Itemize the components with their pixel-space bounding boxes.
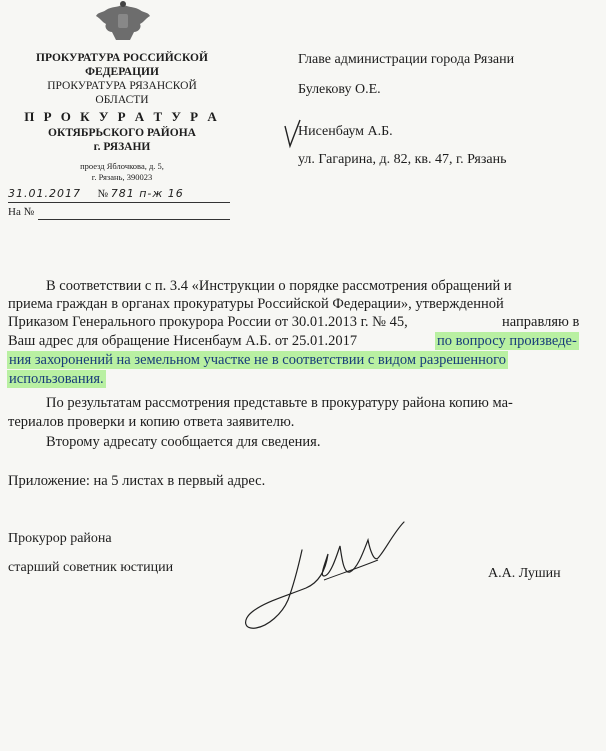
addressee-line2: Булекову О.Е. — [298, 82, 381, 97]
body-p1-line4a: Ваш адрес для обращение Нисенбаум А.Б. от 25.01.2017 — [8, 333, 358, 349]
registration-date: 31.01.2017 — [8, 187, 81, 200]
body-p1-line1: В соответствии с п. 3.4 «Инструкции о порядке рассмотрения обращений и — [46, 278, 512, 294]
reference-underline — [38, 219, 230, 220]
registration-underline — [8, 202, 230, 203]
signer-name: А.А. Лушин — [488, 566, 561, 581]
highlight-text: ния захоронений на земельном участке не в соответствии с видом разрешенного — [9, 352, 506, 368]
addressee-line1: Главе администрации города Рязани — [298, 52, 515, 67]
body-p3: Второму адресату сообщается для сведения. — [46, 434, 321, 450]
signer-title: Прокурор района — [8, 531, 112, 546]
district-name-line3: г. РЯЗАНИ — [93, 141, 151, 153]
addressee-line3: Нисенбаум А.Б. — [298, 124, 393, 139]
registration-line — [8, 187, 184, 200]
checkmark-icon — [282, 118, 304, 152]
region-name-line1: ПРОКУРАТУРА РЯЗАНСКОЙ — [47, 80, 197, 92]
body-p2-line2: териалов проверки и копию ответа заявителю. — [8, 414, 295, 430]
body-p2-line1: По результатам рассмотрения представьте в прокуратуру района копию ма- — [46, 395, 513, 411]
org-address-line2: г. Рязань, 390023 — [91, 172, 153, 182]
highlight-text: по вопросу произведе- — [437, 333, 577, 349]
body-p1-line3a: Приказом Генерального прокурора России от 30.01.2013 г. № 45, — [8, 314, 408, 330]
reference-label: На № — [8, 206, 35, 218]
highlight-text: использования. — [9, 371, 104, 387]
body-p1-line5-highlight — [8, 352, 507, 369]
signer-rank: старший советник юстиции — [8, 560, 174, 575]
district-name-line2: ОКТЯБРЬСКОГО РАЙОНА — [48, 127, 196, 139]
org-name-line2: ФЕДЕРАЦИИ — [85, 66, 159, 78]
body-p1-line3b: направляю в — [502, 314, 580, 330]
district-name-line1: П Р О К У Р А Т У Р А — [24, 109, 220, 124]
body-p1-line6-highlight — [8, 371, 105, 388]
registration-number-label: № — [97, 188, 108, 200]
region-name-line2: ОБЛАСТИ — [95, 94, 149, 106]
coat-of-arms-emblem — [92, 0, 154, 44]
attachment-note: Приложение: на 5 листах в первый адрес. — [8, 473, 266, 489]
org-address-line1: проезд Яблочкова, д. 5, — [80, 161, 164, 171]
handwritten-signature — [228, 510, 418, 640]
addressee-line4: ул. Гагарина, д. 82, кв. 47, г. Рязань — [298, 152, 507, 167]
body-p1-line2: приема граждан в органах прокуратуры Российской Федерации», утвержденной — [8, 296, 504, 312]
registration-number: 781 п-ж 16 — [110, 187, 184, 200]
org-name-line1: ПРОКУРАТУРА РОССИЙСКОЙ — [36, 52, 208, 64]
body-p1-line4b-highlight — [436, 333, 578, 350]
